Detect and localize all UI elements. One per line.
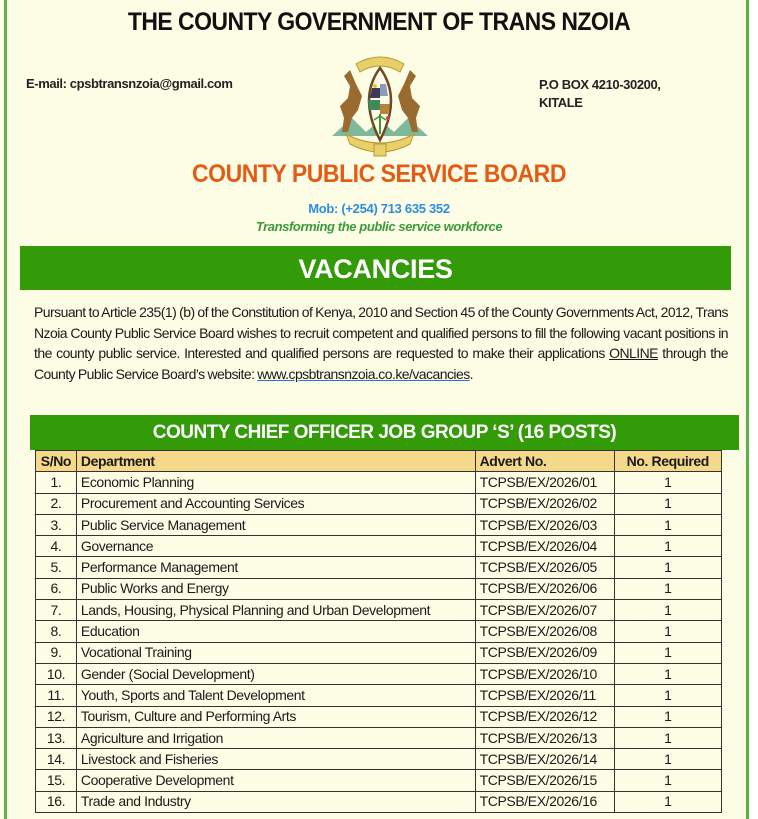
cell-advert-no: TCPSB/EX/2026/07 [475,600,614,621]
cell-sno: 2. [36,493,77,514]
table-row [36,600,722,621]
coat-of-arms-icon [322,48,438,160]
mobile-number: Mob: (+254) 713 635 352 [308,201,450,216]
cell-no-required: 1 [614,749,721,770]
cell-no-required: 1 [614,600,721,621]
table-row [36,493,722,514]
page-border-left [4,0,7,819]
intro-text-end: . [469,365,474,382]
cell-sno: 5. [36,557,77,578]
table-row [36,685,722,706]
column-header-department: Department [76,451,475,472]
cell-no-required: 1 [614,472,721,493]
cell-advert-no: TCPSB/EX/2026/13 [475,727,614,748]
cell-no-required: 1 [614,663,721,684]
cell-department: Vocational Training [76,642,475,663]
table-body [36,472,722,813]
county-government-title: THE COUNTY GOVERNMENT OF TRANS NZOIA [127,8,631,36]
intro-text-cont: through the County Public Service Board’s website: [34,345,729,382]
column-header-sno: S/No [36,451,77,472]
table-row [36,557,722,578]
table-row [36,472,722,493]
cell-department: Gender (Social Development) [76,663,475,684]
cell-advert-no: TCPSB/EX/2026/03 [475,514,614,535]
cell-sno: 12. [36,706,77,727]
cell-no-required: 1 [614,557,721,578]
cell-no-required: 1 [614,685,721,706]
table-row [36,642,722,663]
cell-sno: 10. [36,663,77,684]
cell-advert-no: TCPSB/EX/2026/10 [475,663,614,684]
table-row [36,749,722,770]
cell-department: Public Service Management [76,514,475,535]
cell-sno: 16. [36,791,77,812]
vacancies-website-link[interactable]: www.cpsbtransnzoia.co.ke/vacancies [257,365,470,382]
board-tagline: Transforming the public service workforce [255,219,503,234]
column-header-required: No. Required [614,451,721,472]
cell-department: Youth, Sports and Talent Development [76,685,475,706]
cell-department: Agriculture and Irrigation [76,727,475,748]
table-row [36,791,722,812]
cell-department: Economic Planning [76,472,475,493]
job-group-heading: COUNTY CHIEF OFFICER JOB GROUP ‘S’ (16 POSTS) [30,415,739,450]
cell-sno: 7. [36,600,77,621]
cell-sno: 8. [36,621,77,642]
cell-no-required: 1 [614,727,721,748]
table-row [36,663,722,684]
cell-advert-no: TCPSB/EX/2026/09 [475,642,614,663]
table-row [36,621,722,642]
cell-department: Livestock and Fisheries [76,749,475,770]
cell-advert-no: TCPSB/EX/2026/04 [475,536,614,557]
cell-no-required: 1 [614,493,721,514]
table-row [36,706,722,727]
cell-advert-no: TCPSB/EX/2026/15 [475,770,614,791]
cell-advert-no: TCPSB/EX/2026/06 [475,578,614,599]
table-header-row [36,451,722,472]
online-emphasis: ONLINE [609,345,658,361]
contact-email: E-mail: cpsbtransnzoia@gmail.com [26,76,233,91]
cell-no-required: 1 [614,706,721,727]
cell-department: Cooperative Development [76,770,475,791]
cell-department: Procurement and Accounting Services [76,493,475,514]
cell-department: Trade and Industry [76,791,475,812]
cell-sno: 6. [36,578,77,599]
cell-department: Lands, Housing, Physical Planning and Urban Development [76,600,475,621]
cell-advert-no: TCPSB/EX/2026/05 [475,557,614,578]
table-row [36,727,722,748]
board-name: COUNTY PUBLIC SERVICE BOARD [192,160,566,188]
vacancies-heading: VACANCIES [20,246,731,290]
cell-advert-no: TCPSB/EX/2026/01 [475,472,614,493]
postal-address-line1: P.O BOX 4210-30200, [539,77,661,92]
vacancies-table [35,450,722,813]
cell-department: Education [76,621,475,642]
cell-no-required: 1 [614,791,721,812]
cell-sno: 13. [36,727,77,748]
cell-department: Governance [76,536,475,557]
intro-text: Pursuant to Article 235(1) (b) of the Constitution of Kenya, 2010 and Section 45 of the County Governments Act, 2012, Trans Nzoia County Public Service Board wishes to recruit competent and qualified persons to fill the following vacant positions in the county public service. Interested and qualified persons are requested to make their applications [34,304,728,361]
cell-advert-no: TCPSB/EX/2026/12 [475,706,614,727]
table-row [36,578,722,599]
postal-address [539,76,661,112]
cell-sno: 14. [36,749,77,770]
cell-sno: 11. [36,685,77,706]
page-margin [749,0,758,819]
vacancies-intro [34,302,728,384]
cell-no-required: 1 [614,514,721,535]
cell-sno: 1. [36,472,77,493]
cell-advert-no: TCPSB/EX/2026/11 [475,685,614,706]
cell-no-required: 1 [614,770,721,791]
table-row [36,536,722,557]
cell-no-required: 1 [614,621,721,642]
cell-sno: 15. [36,770,77,791]
cell-advert-no: TCPSB/EX/2026/16 [475,791,614,812]
cell-sno: 9. [36,642,77,663]
column-header-advert: Advert No. [475,451,614,472]
postal-address-line2: KITALE [539,95,583,110]
cell-department: Tourism, Culture and Performing Arts [76,706,475,727]
table-row [36,514,722,535]
cell-sno: 4. [36,536,77,557]
table-row [36,770,722,791]
cell-advert-no: TCPSB/EX/2026/14 [475,749,614,770]
cell-no-required: 1 [614,536,721,557]
cell-advert-no: TCPSB/EX/2026/02 [475,493,614,514]
cell-department: Performance Management [76,557,475,578]
cell-department: Public Works and Energy [76,578,475,599]
cell-no-required: 1 [614,578,721,599]
cell-sno: 3. [36,514,77,535]
cell-no-required: 1 [614,642,721,663]
cell-advert-no: TCPSB/EX/2026/08 [475,621,614,642]
